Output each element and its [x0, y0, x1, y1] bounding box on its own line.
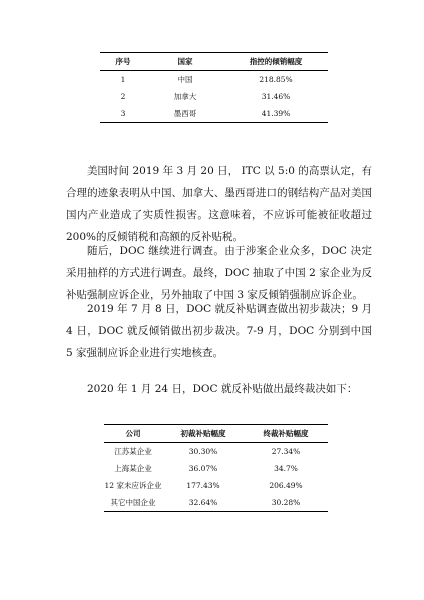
table-cell: 30.28% — [271, 497, 301, 507]
table-cell: 34.7% — [274, 463, 298, 473]
table-row — [104, 494, 328, 512]
table-cell: 32.64% — [188, 497, 218, 507]
subsidy-margin-table — [104, 424, 328, 512]
table-cell: 加拿大 — [173, 91, 197, 101]
table-cell: 218.85% — [259, 74, 293, 84]
table-row — [100, 71, 328, 89]
table-cell: 其它中国企业 — [110, 497, 156, 507]
paragraph-itc-ruling: 美国时间 2019 年 3 月 20 日， ITC 以 5:0 的高票认定，有合理的迹象表明从中国、加拿大、墨西哥进口的钢结构产品对美国国内产业造成了实质性损害。这意味着，不应诉可能被征收超过 200%的反倾销税和高额的反补贴税。 — [66, 165, 372, 243]
table-cell: 30.30% — [188, 446, 218, 456]
table-cell: 中国 — [177, 74, 193, 84]
column-header-country: 国家 — [177, 56, 193, 66]
table-cell: 江苏某企业 — [114, 446, 152, 456]
table-row — [104, 477, 328, 494]
paragraph-final-ruling-intro: 2020 年 1 月 24 日，DOC 就反补贴做出最终裁决如下： — [87, 383, 358, 395]
table-row — [100, 88, 328, 105]
table-cell: 177.43% — [186, 480, 220, 490]
table-cell: 31.46% — [261, 91, 291, 101]
table-cell: 27.34% — [271, 446, 301, 456]
table-cell: 12 家未应诉企业 — [104, 480, 162, 490]
table-row — [100, 105, 328, 123]
column-header-margin: 指控的倾销幅度 — [249, 56, 303, 66]
table-cell: 206.49% — [269, 480, 303, 490]
table-cell: 1 — [120, 74, 126, 84]
table-row — [104, 460, 328, 477]
table-cell: 3 — [120, 108, 126, 118]
table-cell: 36.07% — [188, 463, 218, 473]
table-cell: 2 — [120, 91, 126, 101]
column-header-company: 公司 — [125, 428, 141, 438]
table-cell: 41.39% — [261, 108, 291, 118]
column-header-preliminary: 初裁补贴幅度 — [180, 428, 226, 438]
paragraph-preliminary-rulings: 2019 年 7 月 8 日，DOC 就反补贴调查做出初步裁决；9 月 4 日，DOC 就反倾销做出初步裁决。7-9 月，DOC 分别到中国 5 家强制应诉企业进行实地核查。 — [66, 303, 372, 359]
table-header-row — [100, 53, 328, 71]
column-header-index: 序号 — [115, 56, 131, 66]
table-row — [104, 443, 328, 461]
column-header-final: 终裁补贴幅度 — [263, 428, 309, 438]
table-cell: 墨西哥 — [173, 108, 197, 118]
table-header-row — [104, 425, 328, 443]
dumping-margin-table — [100, 52, 328, 123]
table-cell: 上海某企业 — [114, 463, 152, 473]
paragraph-doc-sampling: 随后，DOC 继续进行调查。由于涉案企业众多，DOC 决定采用抽样的方式进行调查。最终，DOC 抽取了中国 2 家企业为反补贴强制应诉企业，另外抽取了中国 3 家反倾销强制应诉企业。 — [66, 245, 372, 301]
